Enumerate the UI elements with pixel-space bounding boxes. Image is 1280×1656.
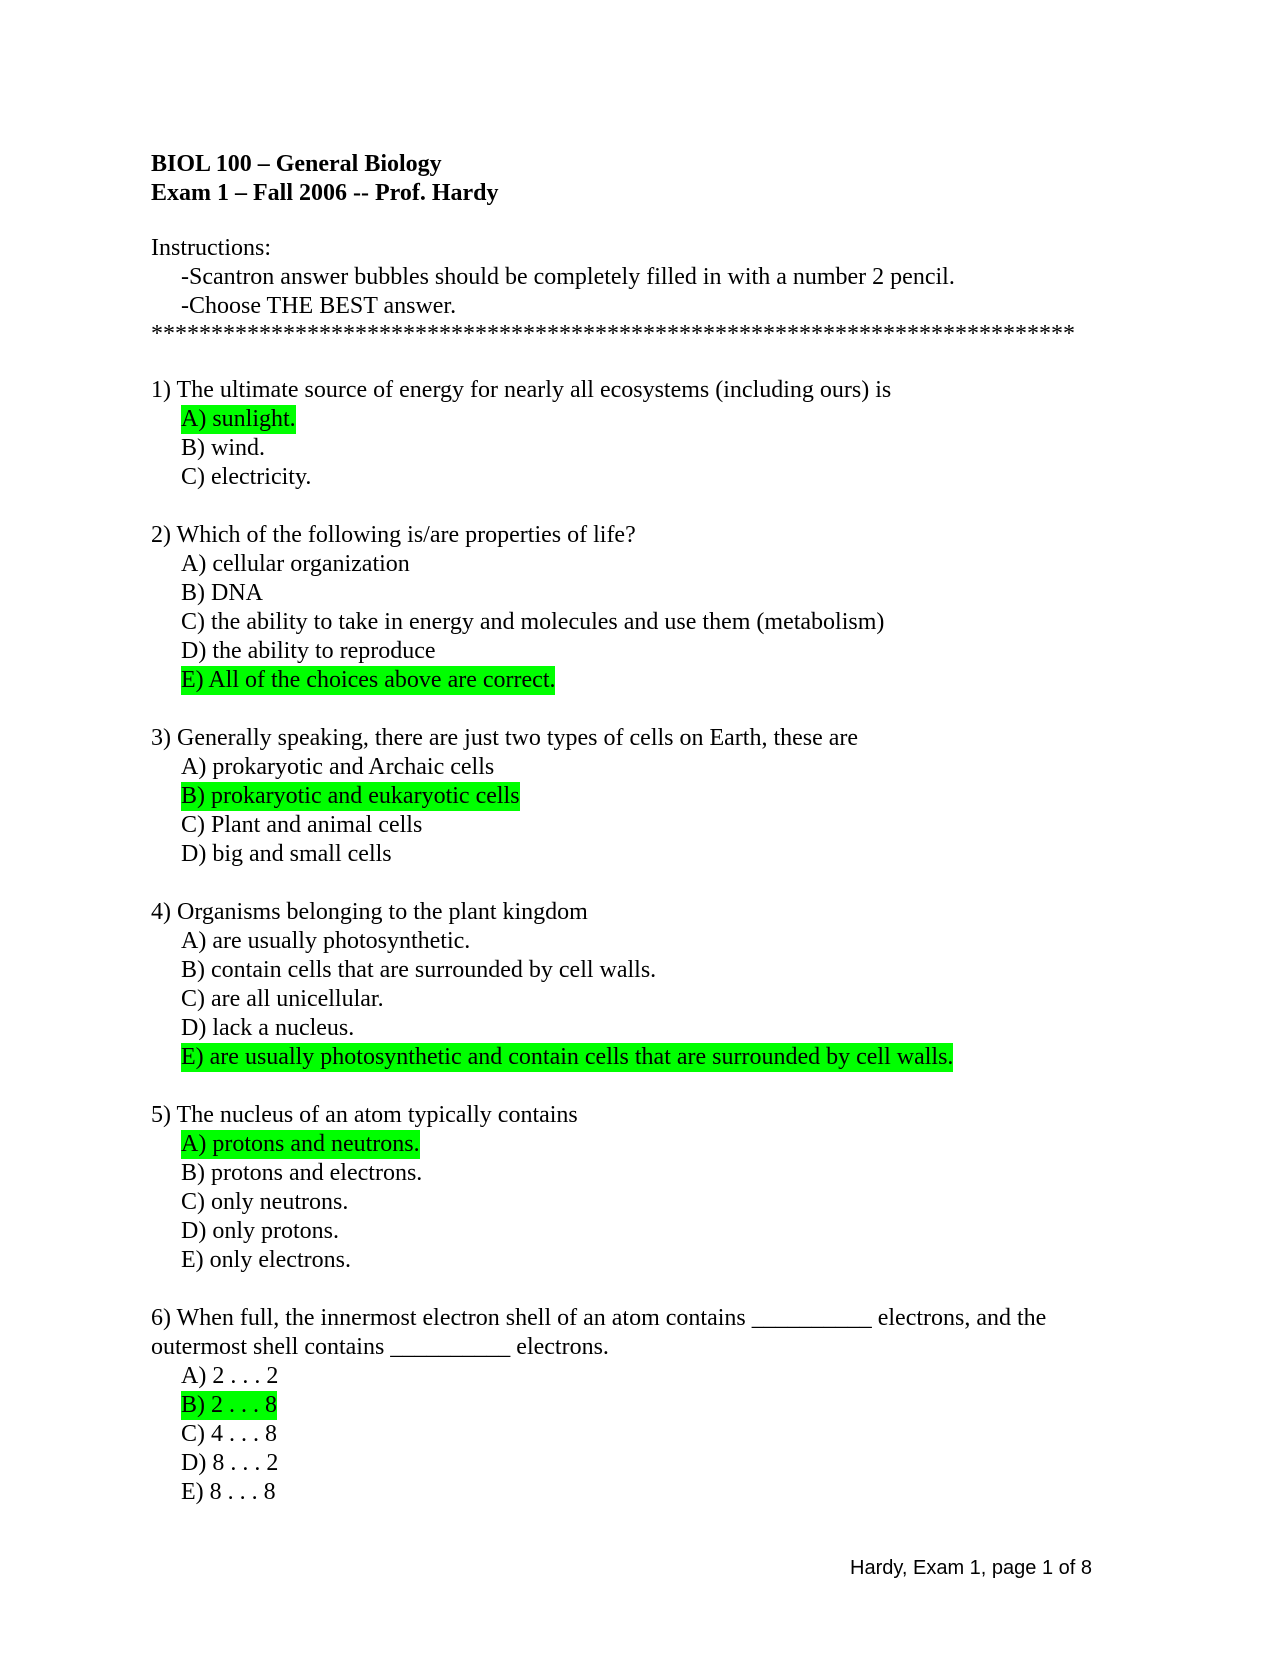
instructions-block <box>151 234 1131 347</box>
answer-choice-text: B) protons and electrons. <box>181 1160 423 1186</box>
answer-choice <box>151 1362 1131 1391</box>
answer-choice <box>151 1159 1131 1188</box>
answer-choice <box>151 985 1131 1014</box>
page-footer: Hardy, Exam 1, page 1 of 8 <box>850 1557 1092 1579</box>
answer-choice-text: D) big and small cells <box>181 841 392 867</box>
answer-choice-text: B) wind. <box>181 435 265 461</box>
answer-choice-text: D) 8 . . . 2 <box>181 1450 279 1476</box>
answer-choice-text: A) protons and neutrons. <box>181 1131 420 1157</box>
question-text: 5) The nucleus of an atom typically contains <box>151 1102 578 1128</box>
answer-choice-text: A) sunlight. <box>181 406 296 432</box>
exam-page <box>151 150 1131 1507</box>
course-title: BIOL 100 – General Biology <box>151 151 442 177</box>
separator-line: ***************************************************************************** <box>151 321 1075 347</box>
question-text: 2) Which of the following is/are properties of life? <box>151 522 636 548</box>
question-4 <box>151 898 1131 1072</box>
answer-choice <box>151 1014 1131 1043</box>
answer-choice-text: C) electricity. <box>181 464 312 490</box>
answer-choice <box>151 1217 1131 1246</box>
question-text: 3) Generally speaking, there are just two types of cells on Earth, these are <box>151 725 859 751</box>
answer-choice <box>151 637 1131 666</box>
answer-choice-text: E) All of the choices above are correct. <box>181 667 556 693</box>
answer-choice-text: C) 4 . . . 8 <box>181 1421 277 1447</box>
answer-choice-text: B) contain cells that are surrounded by cell walls. <box>181 957 657 983</box>
answer-choice-text: C) the ability to take in energy and molecules and use them (metabolism) <box>181 609 885 635</box>
instructions-label: Instructions: <box>151 235 271 261</box>
answer-choice <box>151 550 1131 579</box>
question-6 <box>151 1304 1131 1507</box>
answer-choice <box>151 753 1131 782</box>
answer-choice-correct <box>151 1391 1131 1420</box>
answer-choice-text: E) are usually photosynthetic and contain cells that are surrounded by cell walls. <box>181 1044 954 1070</box>
answer-choice <box>151 811 1131 840</box>
answer-choice-text: A) cellular organization <box>181 551 410 577</box>
question-text: 4) Organisms belonging to the plant kingdom <box>151 899 588 925</box>
answer-choice-text: C) are all unicellular. <box>181 986 384 1012</box>
answer-choice-correct <box>151 782 1131 811</box>
question-text: 1) The ultimate source of energy for nearly all ecosystems (including ours) is <box>151 377 892 403</box>
answer-choice <box>151 956 1131 985</box>
answer-choice-text: E) 8 . . . 8 <box>181 1479 276 1505</box>
questions-list <box>151 376 1131 1507</box>
answer-choice-text: A) are usually photosynthetic. <box>181 928 471 954</box>
answer-choice-text: B) DNA <box>181 580 263 606</box>
answer-choice <box>151 579 1131 608</box>
answer-choice <box>151 1246 1131 1275</box>
exam-title: Exam 1 – Fall 2006 -- Prof. Hardy <box>151 180 499 206</box>
answer-choice <box>151 927 1131 956</box>
answer-choice <box>151 463 1131 492</box>
answer-choice-correct <box>151 1130 1131 1159</box>
answer-choice <box>151 434 1131 463</box>
answer-choice-correct <box>151 666 1131 695</box>
answer-choice-text: A) 2 . . . 2 <box>181 1363 279 1389</box>
answer-choice-text: A) prokaryotic and Archaic cells <box>181 754 495 780</box>
answer-choice-text: D) only protons. <box>181 1218 339 1244</box>
answer-choice <box>151 1188 1131 1217</box>
answer-choice <box>151 1449 1131 1478</box>
question-2 <box>151 521 1131 695</box>
answer-choice <box>151 1478 1131 1507</box>
answer-choice <box>151 608 1131 637</box>
answer-choice-text: D) lack a nucleus. <box>181 1015 355 1041</box>
answer-choice-text: B) prokaryotic and eukaryotic cells <box>181 783 520 809</box>
answer-choice <box>151 840 1131 869</box>
question-3 <box>151 724 1131 869</box>
answer-choice-text: D) the ability to reproduce <box>181 638 436 664</box>
instruction-line: -Scantron answer bubbles should be completely filled in with a number 2 pencil. <box>181 264 955 290</box>
question-text: 6) When full, the innermost electron shell of an atom contains __________ electrons, and the outermost shell contains __________ electrons. <box>151 1305 1047 1360</box>
answer-choice-text: B) 2 . . . 8 <box>181 1392 277 1418</box>
answer-choice <box>151 1420 1131 1449</box>
question-5 <box>151 1101 1131 1275</box>
answer-choice-text: C) Plant and animal cells <box>181 812 423 838</box>
instruction-line: -Choose THE BEST answer. <box>181 293 457 319</box>
answer-choice-text: C) only neutrons. <box>181 1189 349 1215</box>
answer-choice-text: E) only electrons. <box>181 1247 351 1273</box>
answer-choice-correct <box>151 405 1131 434</box>
answer-choice-correct <box>151 1043 1131 1072</box>
question-1 <box>151 376 1131 492</box>
